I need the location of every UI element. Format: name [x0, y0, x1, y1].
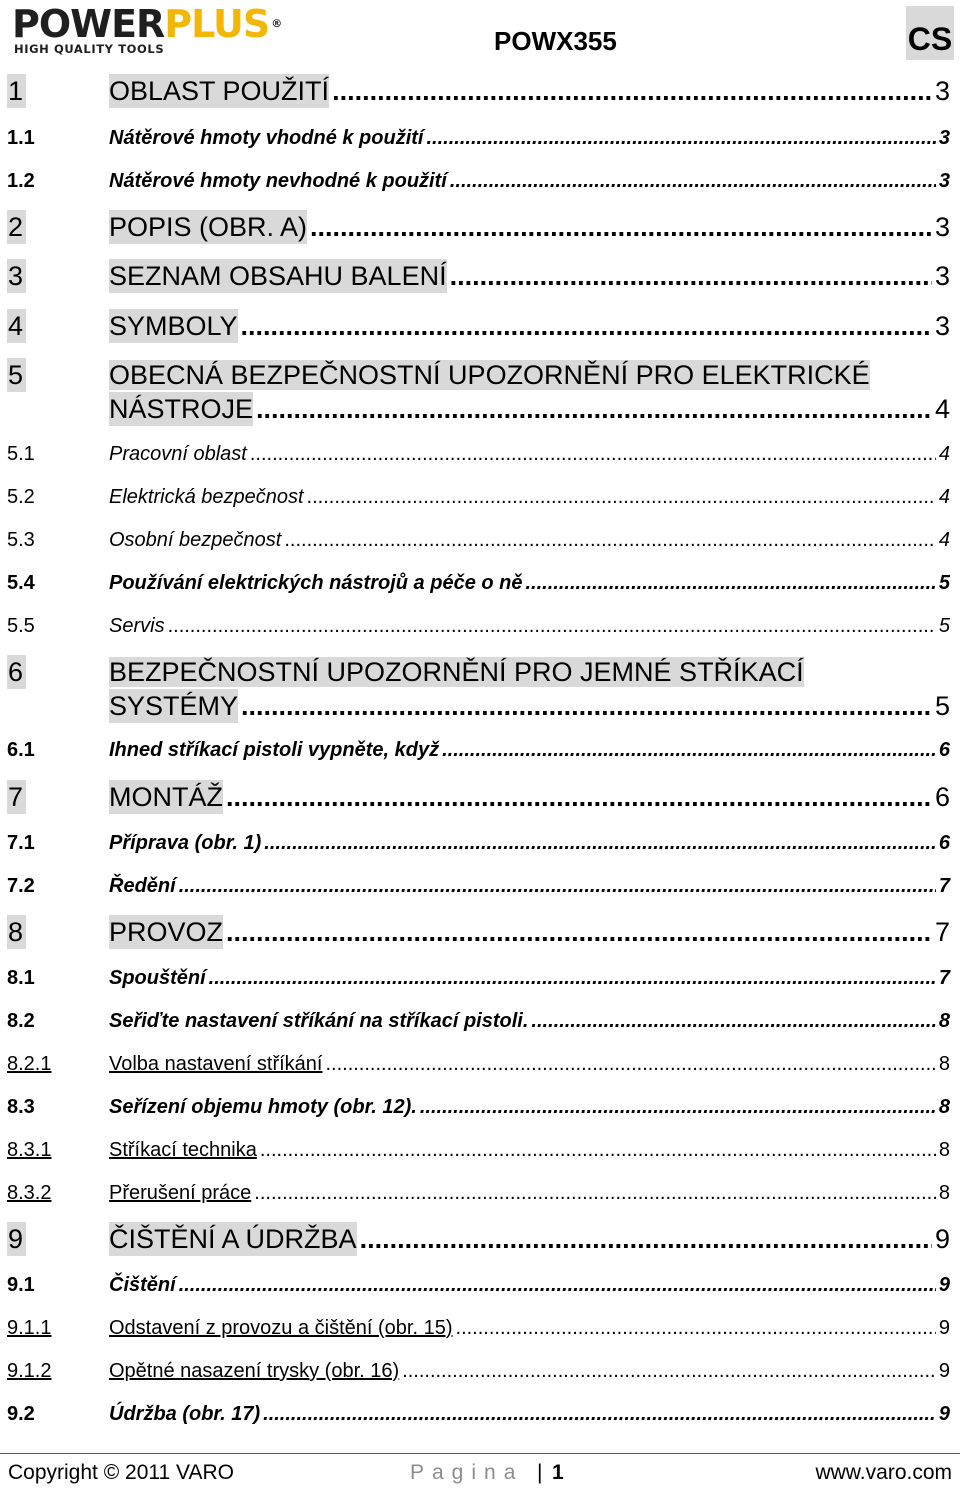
toc-title: Používání elektrických nástrojů a péče o ně — [109, 572, 523, 594]
toc-leader — [531, 1008, 935, 1034]
language-badge: CS — [906, 6, 954, 60]
toc-leader — [426, 125, 935, 151]
toc-page: 5 — [938, 615, 950, 637]
toc-page: 4 — [938, 443, 950, 465]
toc-leader — [360, 1222, 932, 1256]
toc-page: 8 — [938, 1053, 950, 1075]
toc-leader — [260, 1137, 936, 1163]
website-link[interactable]: www.varo.com — [815, 1461, 952, 1484]
logo-tagline: HIGH QUALITY TOOLS — [14, 42, 165, 56]
toc-number: 8.3.2 — [7, 1182, 52, 1204]
toc-number: 1.2 — [7, 170, 35, 192]
toc-page: 4 — [934, 394, 950, 424]
toc-number: 3 — [7, 259, 26, 293]
toc-title: POPIS (OBR. A) — [109, 212, 308, 242]
toc-number: 1 — [7, 74, 26, 108]
toc-number: 5.3 — [7, 529, 35, 551]
toc-page: 4 — [938, 529, 950, 551]
toc-number: 9.1 — [7, 1274, 35, 1296]
toc-number: 8.1 — [7, 967, 35, 989]
toc-title: Opětné nasazení trysky (obr. 16) — [109, 1360, 400, 1382]
toc-title: OBLAST POUŽITÍ — [109, 76, 330, 106]
toc-number: 7.1 — [7, 832, 35, 854]
toc-page: 3 — [934, 212, 950, 242]
toc-page: 9 — [938, 1403, 950, 1425]
toc-title: Seřízení objemu hmoty (obr. 12). — [109, 1096, 417, 1118]
toc-title: Přerušení práce — [109, 1182, 252, 1204]
toc-leader — [420, 1094, 936, 1120]
toc-leader — [179, 1272, 936, 1298]
toc-title: Stříkací technika — [109, 1139, 257, 1161]
toc-page: 8 — [938, 1182, 950, 1204]
toc-number: 7.2 — [7, 875, 35, 897]
toc-page: 3 — [938, 127, 950, 149]
toc-page: 8 — [938, 1096, 950, 1118]
toc-number: 6 — [7, 655, 26, 689]
toc-leader — [450, 259, 932, 293]
toc-title: Osobní bezpečnost — [109, 529, 282, 551]
toc-leader — [209, 965, 936, 991]
toc-title: Servis — [109, 615, 165, 637]
toc-title: ČIŠTĚNÍ A ÚDRŽBA — [109, 1224, 357, 1254]
toc-title: MONTÁŽ — [109, 782, 223, 812]
toc-page: 6 — [938, 739, 950, 761]
logo-wordmark — [12, 4, 281, 44]
toc-leader — [254, 1180, 936, 1206]
toc-leader — [284, 527, 936, 553]
toc-leader — [332, 74, 932, 108]
toc-title: Seřiďte nastavení stříkání na stříkací pistoli. — [109, 1010, 529, 1032]
toc-page: 3 — [934, 311, 950, 341]
toc-page: 5 — [934, 691, 950, 721]
toc-title: Ihned stříkací pistoli vypněte, když — [109, 739, 440, 761]
toc-number: 9.1.1 — [7, 1317, 52, 1339]
toc-title: Spouštění — [109, 967, 206, 989]
toc-title: Elektrická bezpečnost — [109, 486, 304, 508]
toc-title-line1: BEZPEČNOSTNÍ UPOZORNĚNÍ PRO JEMNÉ STŘÍKACÍ — [109, 657, 804, 687]
toc-leader — [250, 441, 936, 467]
toc-title: Nátěrové hmoty vhodné k použití — [109, 127, 424, 149]
toc-number: 8.2 — [7, 1010, 35, 1032]
toc-leader — [450, 168, 936, 194]
toc-number: 5.5 — [7, 615, 35, 637]
copyright-text: Copyright © 2011 VARO — [8, 1461, 234, 1484]
toc-page: 9 — [938, 1274, 950, 1296]
model-number: POWX355 — [494, 26, 617, 56]
toc-title: Příprava (obr. 1) — [109, 832, 262, 854]
toc-title: SYSTÉMY — [109, 691, 239, 721]
toc-number: 8 — [7, 915, 26, 949]
toc-page: 6 — [938, 832, 950, 854]
toc-leader — [264, 830, 936, 856]
toc-page: 3 — [934, 261, 950, 291]
toc-page: 8 — [938, 1010, 950, 1032]
toc-number: 5 — [7, 358, 26, 392]
toc-title: Ředění — [109, 875, 176, 897]
toc-number: 4 — [7, 309, 26, 343]
toc-leader — [442, 737, 936, 763]
toc-title: Volba nastavení stříkání — [109, 1053, 323, 1075]
toc-leader — [256, 392, 932, 426]
toc-number: 9.1.2 — [7, 1360, 52, 1382]
toc-leader — [168, 613, 936, 639]
toc-title-line1: OBECNÁ BEZPEČNOSTNÍ UPOZORNĚNÍ PRO ELEKTRICKÉ — [109, 360, 870, 390]
toc-page: 3 — [934, 76, 950, 106]
page-header — [0, 0, 960, 70]
toc-title: Odstavení z provozu a čištění (obr. 15) — [109, 1317, 453, 1339]
toc-number: 8.3.1 — [7, 1139, 52, 1161]
toc-page: 9 — [938, 1317, 950, 1339]
toc-page: 3 — [938, 170, 950, 192]
toc-leader — [226, 915, 932, 949]
toc-number: 7 — [7, 780, 26, 814]
toc-leader — [307, 484, 936, 510]
toc-number: 5.2 — [7, 486, 35, 508]
toc-number: 6.1 — [7, 739, 35, 761]
toc-number: 9 — [7, 1222, 26, 1256]
toc-leader — [310, 210, 932, 244]
page-number: 1 — [552, 1461, 564, 1484]
toc-title: Údržba (obr. 17) — [109, 1403, 261, 1425]
logo-text-plus: PLUS — [164, 2, 270, 46]
registered-mark: ® — [271, 17, 282, 30]
toc-leader — [226, 780, 932, 814]
toc-page: 9 — [938, 1360, 950, 1382]
page-footer — [0, 1453, 960, 1488]
toc-number: 2 — [7, 210, 26, 244]
toc-page: 7 — [938, 967, 950, 989]
toc-page: 6 — [934, 782, 950, 812]
toc-number: 5.1 — [7, 443, 35, 465]
toc-number: 9.2 — [7, 1403, 35, 1425]
toc-leader — [263, 1401, 936, 1427]
toc-title: SEZNAM OBSAHU BALENÍ — [109, 261, 447, 291]
toc-title: Nátěrové hmoty nevhodné k použití — [109, 170, 447, 192]
toc-number: 8.2.1 — [7, 1053, 52, 1075]
footer-separator: | — [537, 1461, 543, 1484]
pagina-label: Pagina — [410, 1461, 524, 1484]
toc-leader — [179, 873, 936, 899]
toc-page: 5 — [938, 572, 950, 594]
logo-text-power: POWER — [12, 2, 165, 46]
toc-leader — [241, 689, 932, 723]
toc-title: Pracovní oblast — [109, 443, 247, 465]
toc-page: 7 — [934, 917, 950, 947]
toc-leader — [402, 1358, 936, 1384]
toc-title: PROVOZ — [109, 917, 224, 947]
toc-page: 4 — [938, 486, 950, 508]
powerplus-logo — [12, 2, 292, 56]
toc-title: NÁSTROJE — [109, 394, 254, 424]
toc-page: 8 — [938, 1139, 950, 1161]
toc-leader — [526, 570, 936, 596]
toc-leader — [325, 1051, 935, 1077]
toc-number: 8.3 — [7, 1096, 35, 1118]
toc-page: 9 — [934, 1224, 950, 1254]
toc-leader — [241, 309, 932, 343]
toc-page: 7 — [938, 875, 950, 897]
toc-number: 1.1 — [7, 127, 35, 149]
toc-number: 5.4 — [7, 572, 35, 594]
toc-leader — [456, 1315, 936, 1341]
toc-title: SYMBOLY — [109, 311, 238, 341]
toc-title: Čištění — [109, 1274, 176, 1296]
